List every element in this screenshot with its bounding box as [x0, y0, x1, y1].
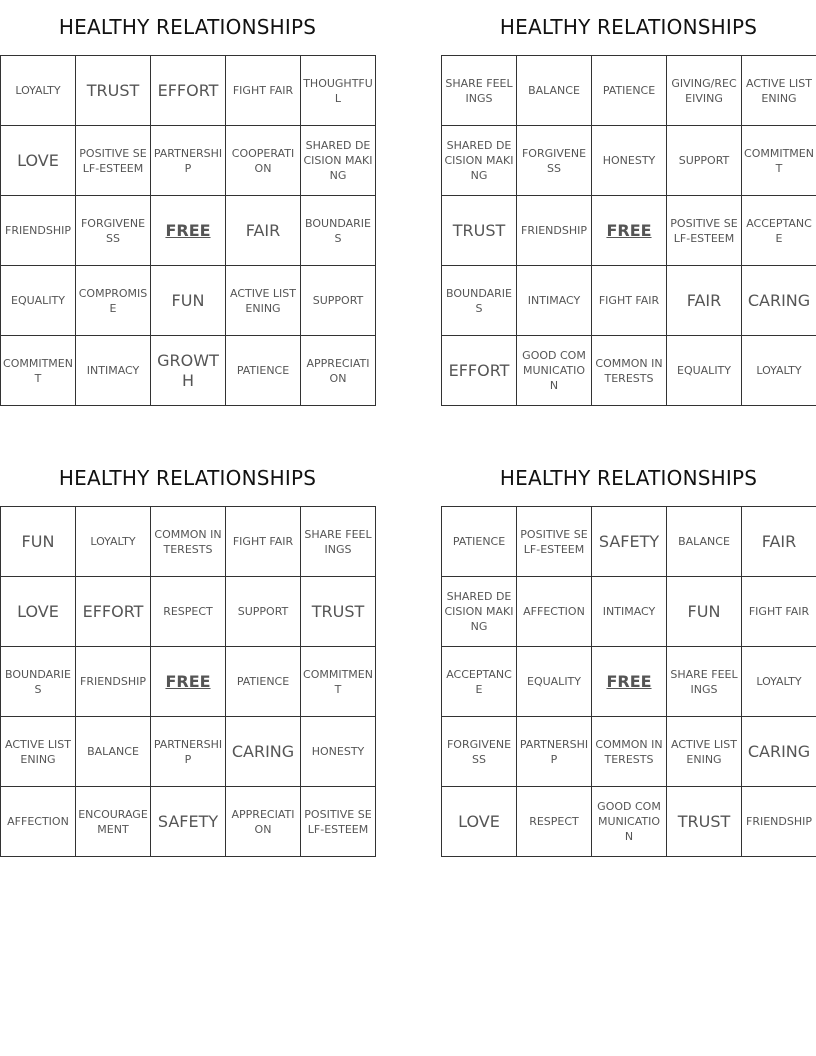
grid-cell: FORGIVENESS [517, 126, 592, 196]
grid-cell: SHARED DECISION MAKING [442, 577, 517, 647]
grid-cell: POSITIVE SELF-ESTEEM [301, 787, 376, 857]
bingo-grid [0, 506, 376, 857]
grid-cell: INTIMACY [517, 266, 592, 336]
grid-cell: INTIMACY [76, 336, 151, 406]
grid-cell: EFFORT [151, 56, 226, 126]
grid-cell: BALANCE [517, 56, 592, 126]
grid-row [442, 717, 816, 787]
grid-cell: GOOD COMMUNICATION [592, 787, 667, 857]
grid-cell: TRUST [76, 56, 151, 126]
bingo-grid [0, 55, 376, 406]
grid-cell: PATIENCE [226, 336, 301, 406]
grid-cell: GROWTH [151, 336, 226, 406]
grid-cell: COMMITMENT [1, 336, 76, 406]
grid-row [1, 577, 376, 647]
grid-row [1, 266, 376, 336]
card-title: HEALTHY RELATIONSHIPS [499, 15, 758, 39]
grid-cell: SAFETY [592, 507, 667, 577]
grid-cell: POSITIVE SELF-ESTEEM [517, 507, 592, 577]
grid-cell: FORGIVENESS [442, 717, 517, 787]
grid-cell: EQUALITY [1, 266, 76, 336]
grid-row [442, 647, 816, 717]
grid-cell: TRUST [667, 787, 742, 857]
grid-cell: FRIENDSHIP [742, 787, 816, 857]
grid-row [442, 196, 816, 266]
grid-row [1, 196, 376, 266]
grid-row [1, 507, 376, 577]
grid-cell: SHARED DECISION MAKING [442, 126, 517, 196]
grid-cell: APPRECIATION [301, 336, 376, 406]
bingo-card-2 [441, 0, 816, 406]
grid-cell: CARING [742, 717, 816, 787]
grid-cell: SUPPORT [301, 266, 376, 336]
grid-cell: ACCEPTANCE [442, 647, 517, 717]
grid-cell: CARING [742, 266, 816, 336]
grid-cell: HONESTY [301, 717, 376, 787]
grid-cell: COMMITMENT [301, 647, 376, 717]
grid-cell: BOUNDARIES [442, 266, 517, 336]
grid-cell: FORGIVENESS [76, 196, 151, 266]
grid-cell: FIGHT FAIR [226, 507, 301, 577]
bingo-card-3 [0, 451, 375, 857]
free-space: FREE [592, 196, 667, 266]
grid-cell: PARTNERSHIP [151, 717, 226, 787]
grid-cell: SUPPORT [667, 126, 742, 196]
grid-cell: APPRECIATION [226, 787, 301, 857]
grid-cell: FUN [1, 507, 76, 577]
grid-cell: HONESTY [592, 126, 667, 196]
grid-cell: ACTIVE LISTENING [1, 717, 76, 787]
grid-row [442, 577, 816, 647]
grid-row [442, 336, 816, 406]
grid-cell: LOYALTY [76, 507, 151, 577]
grid-row [1, 787, 376, 857]
grid-row [1, 717, 376, 787]
grid-cell: EFFORT [442, 336, 517, 406]
grid-row [1, 647, 376, 717]
grid-row [1, 126, 376, 196]
grid-cell: TRUST [442, 196, 517, 266]
grid-cell: RESPECT [151, 577, 226, 647]
grid-row [442, 56, 816, 126]
grid-cell: BALANCE [76, 717, 151, 787]
grid-cell: COMMON INTERESTS [592, 336, 667, 406]
grid-row [442, 787, 816, 857]
grid-cell: ACTIVE LISTENING [667, 717, 742, 787]
grid-cell: COMPROMISE [76, 266, 151, 336]
grid-cell: BALANCE [667, 507, 742, 577]
grid-cell: LOYALTY [742, 336, 816, 406]
grid-row [442, 507, 816, 577]
grid-cell: COMMITMENT [742, 126, 816, 196]
free-space: FREE [592, 647, 667, 717]
free-space: FREE [151, 647, 226, 717]
grid-cell: FIGHT FAIR [742, 577, 816, 647]
grid-cell: CARING [226, 717, 301, 787]
grid-cell: COMMON INTERESTS [592, 717, 667, 787]
grid-cell: ACTIVE LISTENING [226, 266, 301, 336]
card-title: HEALTHY RELATIONSHIPS [58, 15, 317, 39]
grid-cell: POSITIVE SELF-ESTEEM [76, 126, 151, 196]
grid-cell: FRIENDSHIP [76, 647, 151, 717]
grid-cell: SHARE FEELINGS [667, 647, 742, 717]
grid-cell: SHARE FEELINGS [442, 56, 517, 126]
grid-cell: POSITIVE SELF-ESTEEM [667, 196, 742, 266]
grid-cell: LOVE [1, 126, 76, 196]
grid-cell: PATIENCE [442, 507, 517, 577]
grid-cell: FAIR [226, 196, 301, 266]
grid-row [442, 266, 816, 336]
grid-cell: ACCEPTANCE [742, 196, 816, 266]
grid-cell: FRIENDSHIP [1, 196, 76, 266]
grid-cell: AFFECTION [1, 787, 76, 857]
grid-cell: ENCOURAGEMENT [76, 787, 151, 857]
card-title: HEALTHY RELATIONSHIPS [58, 466, 317, 490]
grid-cell: PARTNERSHIP [151, 126, 226, 196]
grid-cell: LOVE [1, 577, 76, 647]
grid-cell: BOUNDARIES [301, 196, 376, 266]
bingo-grid [441, 55, 816, 406]
grid-cell: SHARE FEELINGS [301, 507, 376, 577]
grid-cell: LOVE [442, 787, 517, 857]
grid-cell: PATIENCE [226, 647, 301, 717]
grid-cell: FUN [667, 577, 742, 647]
grid-cell: TRUST [301, 577, 376, 647]
grid-cell: COMMON INTERESTS [151, 507, 226, 577]
grid-cell: FAIR [667, 266, 742, 336]
grid-cell: AFFECTION [517, 577, 592, 647]
grid-cell: PARTNERSHIP [517, 717, 592, 787]
grid-cell: EQUALITY [667, 336, 742, 406]
bingo-grid [441, 506, 816, 857]
grid-cell: FIGHT FAIR [226, 56, 301, 126]
grid-cell: RESPECT [517, 787, 592, 857]
grid-cell: GOOD COMMUNICATION [517, 336, 592, 406]
free-space: FREE [151, 196, 226, 266]
grid-cell: SAFETY [151, 787, 226, 857]
bingo-card-4 [441, 451, 816, 857]
grid-cell: INTIMACY [592, 577, 667, 647]
grid-cell: FIGHT FAIR [592, 266, 667, 336]
grid-cell: EQUALITY [517, 647, 592, 717]
grid-cell: SUPPORT [226, 577, 301, 647]
grid-cell: LOYALTY [1, 56, 76, 126]
grid-row [1, 56, 376, 126]
grid-cell: COOPERATION [226, 126, 301, 196]
grid-cell: ACTIVE LISTENING [742, 56, 816, 126]
grid-row [442, 126, 816, 196]
grid-row [1, 336, 376, 406]
grid-cell: LOYALTY [742, 647, 816, 717]
grid-cell: SHARED DECISION MAKING [301, 126, 376, 196]
grid-cell: GIVING/RECEIVING [667, 56, 742, 126]
grid-cell: FAIR [742, 507, 816, 577]
grid-cell: EFFORT [76, 577, 151, 647]
grid-cell: THOUGHTFUL [301, 56, 376, 126]
grid-cell: FRIENDSHIP [517, 196, 592, 266]
grid-cell: PATIENCE [592, 56, 667, 126]
grid-cell: BOUNDARIES [1, 647, 76, 717]
bingo-card-1 [0, 0, 375, 406]
grid-cell: FUN [151, 266, 226, 336]
card-title: HEALTHY RELATIONSHIPS [499, 466, 758, 490]
